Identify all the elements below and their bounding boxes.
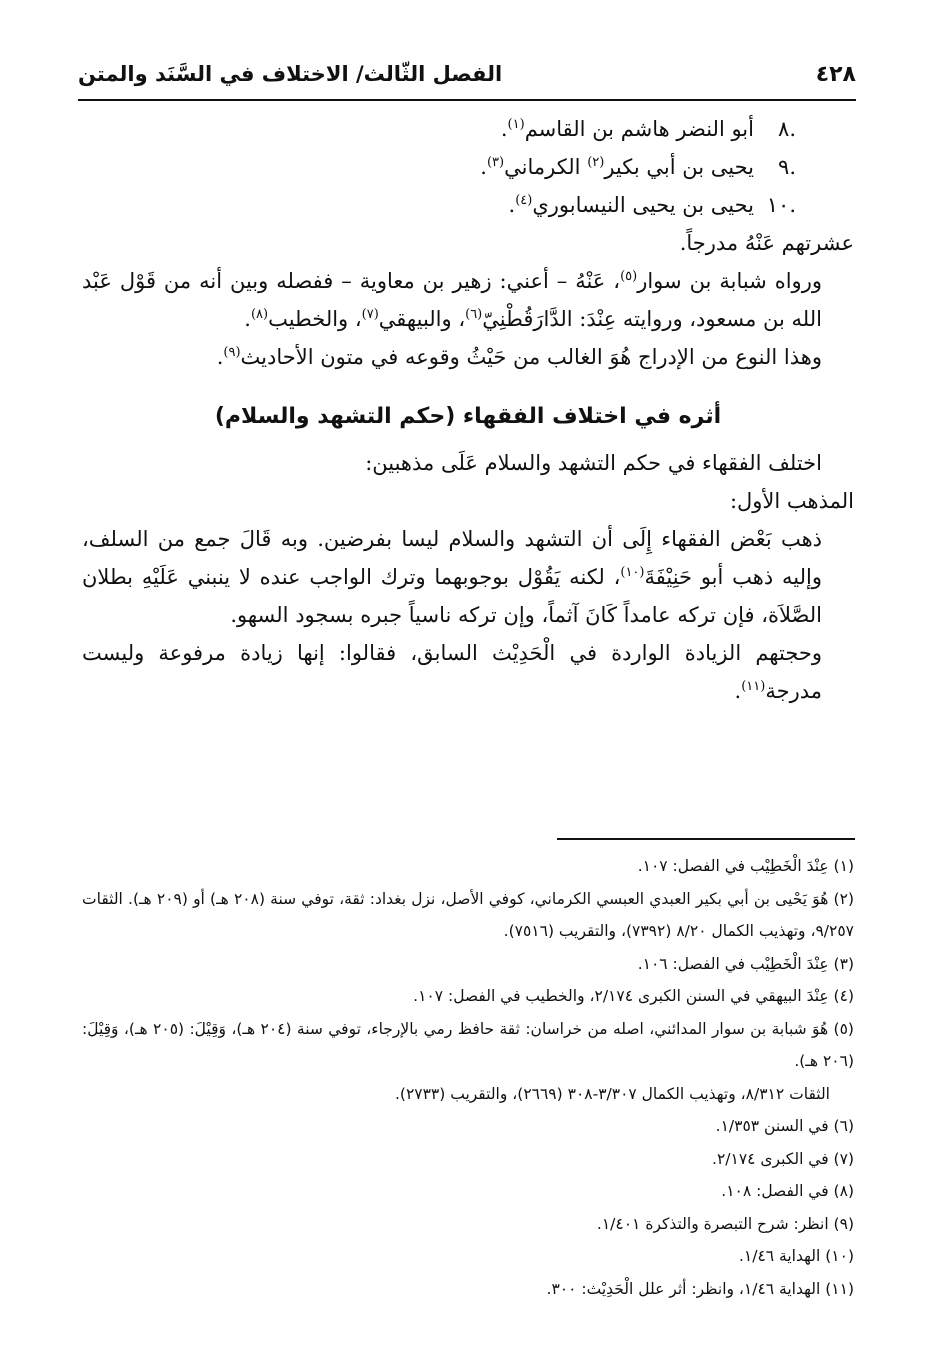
paragraph-text: وحجتهم الزيادة الواردة في الْحَدِيْث السابق، فقالوا: إنها زيادة مرفوعة وليست مدرجة bbox=[82, 641, 822, 703]
paragraph bbox=[82, 520, 854, 634]
list-item-text: يحيى بن أبي بكير bbox=[604, 155, 754, 179]
footnote: (٨) في الفصل: ١٠٨. bbox=[721, 1182, 854, 1200]
footnote: (٢) هُوَ يَحْيى بن أبي بكير العبدي العبسي الكرماني، كوفي الأصل، نزل بغداد: ثقة، توفي سنة (٢٠٨ هـ) أو (٢٠٩ هـ). الثقات ٩/٢٥٧، وتهذيب الكمال ٨/٢٠ (٧٣٩٢)، والتقريب (٧٥١٦). bbox=[82, 889, 854, 940]
footnote-ref: (٢) bbox=[587, 155, 605, 170]
section-heading: أثره في اختلاف الفقهاء (حكم التشهد والسلام) bbox=[214, 404, 722, 429]
paragraph-text: ، لكنه يَقُوْل بوجوبهما وترك الواجب عنده لا ينبني عَلَيْهِ بطلان الصَّلاَة، فإن تركه عامداً كَانَ آثماً، وإن تركه ناسياً جبره بسجود السهو. bbox=[82, 565, 822, 627]
paragraph bbox=[82, 262, 854, 338]
paragraph-text: ، عَنْهُ – أعني: زهير بن معاوية – ففصله وبين أنه من قَوْل عَبْد الله بن مسعود، وروايته عِنْدَ: الدَّارَقُطْنِيّ bbox=[82, 269, 822, 331]
footnote: (٦) في السنن ١/٣٥٣. bbox=[715, 1117, 854, 1135]
footnote: (١١) الهداية ١/٤٦، وانظر: أثر علل الْحَدِيْث: ٣٠٠. bbox=[546, 1279, 854, 1298]
paragraph bbox=[82, 634, 854, 710]
list-item-number: .٩ bbox=[778, 155, 796, 179]
footnote: (١٠) الهداية ١/٤٦. bbox=[738, 1247, 854, 1265]
footnote: (٤) عِنْدَ البيهقي في السنن الكبرى ٢/١٧٤، والخطيب في الفصل: ١٠٧. bbox=[413, 987, 854, 1005]
footnote bbox=[82, 1013, 854, 1111]
paragraph-text: ، والبيهقي bbox=[378, 307, 466, 331]
list-item-text: يحيى بن يحيى النيسابوري bbox=[532, 193, 754, 217]
footnote-ref: (١٠) bbox=[620, 565, 645, 580]
list-item-end: . bbox=[508, 193, 516, 217]
paragraph-text: . bbox=[734, 679, 742, 703]
page-header bbox=[78, 58, 856, 98]
paragraph: اختلف الفقهاء في حكم التشهد والسلام عَلَى مذهبين: bbox=[365, 451, 822, 475]
footnote-ref: (٥) bbox=[620, 269, 638, 284]
list-item-end: . bbox=[500, 117, 508, 141]
list-item bbox=[82, 186, 854, 224]
footnote-ref: (١) bbox=[507, 117, 525, 132]
header-rule bbox=[78, 99, 856, 101]
footnote: (٣) عِنْدَ الْخَطِيْب في الفصل: ١٠٦. bbox=[637, 954, 854, 973]
paragraph-text: ، والخطيب bbox=[268, 307, 362, 331]
page-number: ٤٢٨ bbox=[815, 62, 856, 87]
list-item-end: . bbox=[480, 155, 487, 179]
footnote-text: (٥) هُوَ شبابة بن سوار المدائني، اصله من خراسان: ثقة حافظ رمي بالإرجاء، توفي سنة (٢٠٤ هـ)، وَقِيْلَ: (٢٠٥ هـ)، وَقِيْلَ: (٢٠٦ هـ). bbox=[82, 1019, 854, 1070]
paragraph bbox=[82, 338, 854, 376]
footnotes bbox=[82, 850, 854, 1305]
paragraph-text: . bbox=[216, 345, 224, 369]
paragraph-text: وهذا النوع من الإدراج هُوَ الغالب من حَيْثُ وقوعه في متون الأحاديث bbox=[240, 345, 822, 369]
list-item bbox=[82, 148, 854, 186]
paragraph-text: ورواه شبابة بن سوار bbox=[637, 269, 822, 293]
paragraph: عشرتهم عَنْهُ مدرجاً. bbox=[679, 231, 854, 255]
list-item bbox=[82, 110, 854, 148]
footnote: (٩) انظر: شرح التبصرة والتذكرة ١/٤٠١. bbox=[596, 1214, 854, 1233]
footnote-text: الثقات ٨/٣١٢، وتهذيب الكمال ٣/٣٠٧-٣٠٨ (٢٦٦٩)، والتقريب (٢٧٣٣). bbox=[394, 1084, 830, 1103]
footnote-ref: (٩) bbox=[223, 345, 241, 360]
list-item-text: أبو النضر هاشم بن القاسم bbox=[524, 117, 754, 141]
list-item-number: .١٠ bbox=[766, 193, 796, 217]
footnote-ref: (١١) bbox=[741, 679, 766, 694]
list-item-number: .٨ bbox=[778, 117, 796, 141]
paragraph-text: . bbox=[244, 307, 251, 331]
footnote-rule bbox=[557, 838, 855, 840]
footnote-ref: (٣) bbox=[486, 155, 505, 170]
paragraph-text: ذهب بَعْض الفقهاء إِلَى أن التشهد والسلام ليسا بفرضين. وبه قَالَ جمع من السلف، وإليه ذهب أبو حَنِيْفَةَ bbox=[82, 527, 822, 589]
footnote-ref: (٨) bbox=[250, 307, 269, 322]
subheading: المذهب الأول: bbox=[729, 489, 854, 513]
main-text bbox=[82, 110, 854, 710]
footnote-ref: (٤) bbox=[515, 193, 533, 208]
footnote: (٧) في الكبرى ٢/١٧٤. bbox=[712, 1149, 854, 1168]
running-title: الفصل الثّالث/ الاختلاف في السَّنَد والمتن bbox=[78, 62, 503, 86]
footnote-ref: (٦) bbox=[465, 307, 483, 322]
footnote-ref: (٧) bbox=[361, 307, 379, 322]
footnote: (١) عِنْدَ الْخَطِيْب في الفصل: ١٠٧. bbox=[637, 857, 854, 875]
list-item-text: الكرماني bbox=[504, 155, 588, 179]
